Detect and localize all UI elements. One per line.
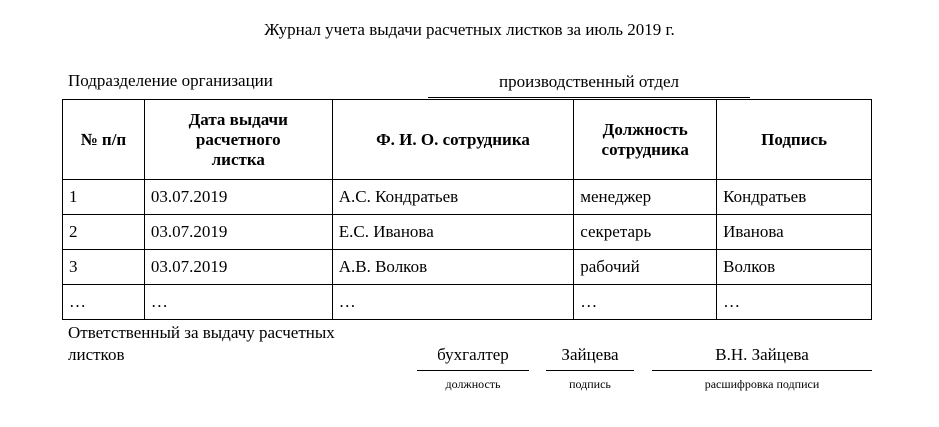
cell-number: 3 (63, 250, 145, 285)
cell-name: А.С. Кондратьев (332, 180, 574, 215)
responsible-position-value: бухгалтер (437, 345, 509, 364)
cell-position: секретарь (574, 215, 717, 250)
responsible-label: Ответственный за выдачу расчетных листков (68, 323, 335, 364)
cell-date: 03.07.2019 (144, 180, 332, 215)
header-employee-name: Ф. И. О. сотрудника (332, 100, 574, 180)
name-underline (652, 370, 872, 371)
responsible-signature-value: Зайцева (561, 345, 619, 364)
responsible-name-value: В.Н. Зайцева (715, 345, 809, 364)
position-underline (417, 370, 529, 371)
table-row (63, 250, 872, 285)
cell-date: 03.07.2019 (144, 215, 332, 250)
cell-position: менеджер (574, 180, 717, 215)
cell-name: … (332, 285, 574, 320)
header-position: Должность сотрудника (574, 100, 717, 180)
signature-underline (546, 370, 634, 371)
cell-number: 2 (63, 215, 145, 250)
table-header-row (63, 100, 872, 180)
cell-date: … (144, 285, 332, 320)
header-issue-date: Дата выдачи расчетного листка (144, 100, 332, 180)
cell-name: Е.С. Иванова (332, 215, 574, 250)
department-label: Подразделение организации (68, 71, 273, 90)
cell-number: … (63, 285, 145, 320)
department-value: производственный отдел (428, 71, 750, 98)
position-caption: должность (445, 377, 501, 391)
header-number: № п/п (63, 100, 145, 180)
header-signature: Подпись (717, 100, 872, 180)
payslip-journal-table (62, 99, 872, 320)
cell-number: 1 (63, 180, 145, 215)
cell-name: А.В. Волков (332, 250, 574, 285)
cell-position: рабочий (574, 250, 717, 285)
table-row (63, 215, 872, 250)
table-row (63, 180, 872, 215)
cell-date: 03.07.2019 (144, 250, 332, 285)
table-row (63, 285, 872, 320)
cell-position: … (574, 285, 717, 320)
signature-caption: подпись (569, 377, 611, 391)
cell-signature: … (717, 285, 872, 320)
name-caption: расшифровка подписи (704, 377, 820, 391)
cell-signature: Иванова (717, 215, 872, 250)
cell-signature: Кондратьев (717, 180, 872, 215)
cell-signature: Волков (717, 250, 872, 285)
document-title: Журнал учета выдачи расчетных листков за июль 2019 г. (264, 20, 675, 39)
